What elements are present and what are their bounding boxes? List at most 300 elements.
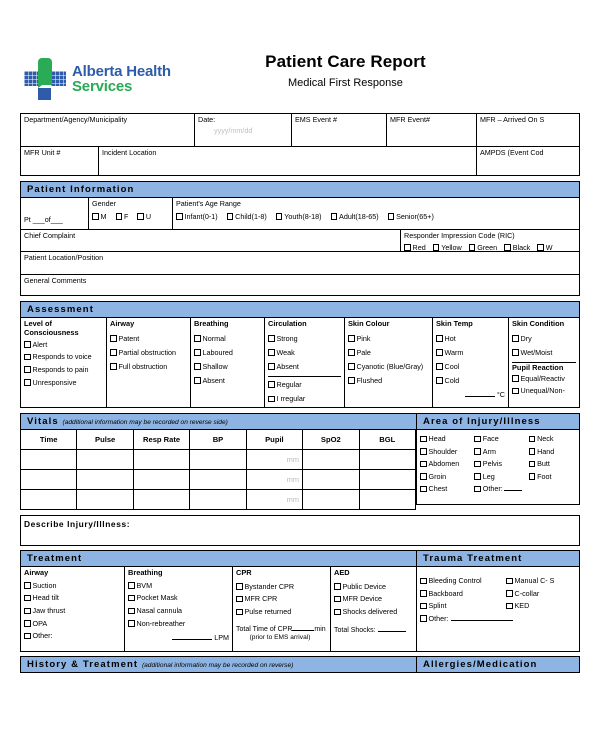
checkbox-icon[interactable] — [348, 377, 355, 384]
checkbox-icon[interactable] — [506, 603, 513, 610]
area-of-injury-options — [416, 429, 580, 505]
column-title: Skin Colour — [348, 319, 390, 328]
treatment-breathing-option-bvm[interactable] — [128, 580, 232, 593]
vitals-cell[interactable] — [77, 450, 133, 470]
vitals-col-bp: BP — [190, 430, 246, 450]
checkbox-icon[interactable] — [420, 603, 427, 610]
checkbox-icon[interactable] — [128, 620, 135, 627]
table-header-row — [21, 430, 416, 450]
option-label: Adult(18-65) — [339, 211, 379, 221]
option-label: Shallow — [202, 361, 228, 371]
checkbox-icon[interactable] — [24, 366, 31, 373]
field-label: MFR Unit # — [24, 148, 61, 157]
checkbox-icon[interactable] — [537, 244, 544, 251]
circulation-option-regular[interactable] — [268, 378, 344, 392]
total-shocks-label: Total Shocks: — [334, 626, 376, 634]
option-label: Neck — [537, 434, 554, 443]
airway-option-patent[interactable] — [110, 332, 190, 346]
page-title: Patient Care Report — [265, 52, 426, 71]
checkbox-icon[interactable] — [506, 590, 513, 597]
option-label: Abdomen — [428, 459, 460, 469]
treatment-airway-option-opa[interactable] — [24, 618, 124, 631]
option-label: Red — [412, 242, 426, 252]
option-label: Other: — [32, 631, 53, 641]
vitals-cell[interactable] — [21, 470, 77, 490]
general-comments-row — [20, 274, 580, 296]
field-general-comments[interactable] — [20, 274, 580, 296]
option-label: Other: — [428, 613, 449, 623]
checkbox-icon[interactable] — [24, 354, 31, 361]
field-ampds-event-code[interactable] — [476, 146, 580, 176]
column-title: Breathing — [128, 568, 163, 577]
checkbox-icon[interactable] — [529, 473, 536, 480]
header-fields-row-1 — [20, 113, 580, 146]
checkbox-icon[interactable] — [348, 335, 355, 342]
trauma-option-ked[interactable] — [506, 600, 579, 613]
field-label: Department/Agency/Municipality — [24, 115, 128, 124]
assessment-col-breathing — [190, 317, 264, 408]
field-ems-event[interactable] — [291, 113, 386, 146]
footer-band-row — [20, 656, 580, 673]
checkbox-icon[interactable] — [474, 473, 481, 480]
checkbox-icon[interactable] — [529, 461, 536, 468]
checkbox-icon[interactable] — [236, 609, 243, 616]
checkbox-icon[interactable] — [436, 335, 443, 342]
checkbox-icon[interactable] — [404, 244, 411, 251]
checkbox-icon[interactable] — [24, 608, 31, 615]
checkbox-icon[interactable] — [334, 596, 341, 603]
checkbox-icon[interactable] — [92, 213, 99, 220]
breathing-option-laboured[interactable] — [194, 346, 264, 360]
field-label: Chief Complaint — [24, 231, 76, 240]
checkbox-icon[interactable] — [420, 590, 427, 597]
gender-option-u[interactable] — [137, 212, 151, 221]
lpm-row[interactable] — [128, 632, 232, 642]
checkbox-icon[interactable] — [420, 436, 427, 443]
skin-temp-option-cold[interactable] — [436, 374, 508, 388]
vitals-cell[interactable] — [359, 450, 415, 470]
field-mfr-arrived-on-scene[interactable] — [476, 113, 580, 146]
checkbox-icon[interactable] — [420, 461, 427, 468]
age-option-child[interactable] — [227, 212, 267, 221]
trauma-option-c-collar[interactable] — [506, 588, 579, 601]
patient-info-row-1 — [20, 197, 580, 229]
section-band-allergies-medication: Allergies/Medication — [416, 656, 580, 673]
checkbox-icon[interactable] — [474, 461, 481, 468]
aed-total-shocks-row[interactable] — [334, 624, 416, 636]
checkbox-icon[interactable] — [116, 213, 123, 220]
form-sheet — [20, 30, 580, 702]
field-gender[interactable] — [88, 197, 172, 229]
treatment-col-aed — [330, 566, 416, 652]
loc-option-alert[interactable] — [24, 339, 106, 352]
field-mfr-unit[interactable] — [20, 146, 98, 176]
trauma-treatment-options — [416, 566, 580, 652]
injury-option-chest[interactable] — [420, 483, 474, 496]
aed-option-shocks-delivered[interactable] — [334, 606, 416, 619]
injury-option-leg[interactable] — [474, 471, 528, 484]
cpr-total-line[interactable] — [292, 623, 314, 631]
assessment-col-circulation — [264, 317, 344, 408]
column-title: AED — [334, 568, 350, 577]
trauma-option-other[interactable] — [420, 613, 506, 626]
vitals-col-bgl: BGL — [359, 430, 415, 450]
option-label: Hot — [444, 333, 456, 343]
circulation-option-irregular[interactable] — [268, 392, 344, 406]
pupil-option-equal-reactive[interactable] — [512, 373, 579, 386]
vitals-cell[interactable] — [133, 470, 189, 490]
trauma-other-line[interactable] — [451, 613, 513, 621]
option-label: Pelvis — [482, 459, 502, 469]
treatment-breathing-option-non-rebreather[interactable] — [128, 618, 232, 631]
skin-temp-option-warm[interactable] — [436, 346, 508, 360]
checkbox-icon[interactable] — [194, 335, 201, 342]
checkbox-icon[interactable] — [268, 396, 275, 403]
cpr-total-note: (prior to EMS arrival) — [249, 634, 311, 642]
injury-option-arm[interactable] — [474, 446, 528, 459]
cpr-total-unit: min — [314, 625, 326, 633]
checkbox-icon[interactable] — [504, 244, 511, 251]
circulation-option-absent[interactable] — [268, 360, 344, 374]
checkbox-icon[interactable] — [268, 349, 275, 356]
field-label: AMPDS (Event Cod — [480, 148, 544, 157]
section-band-vitals — [20, 413, 416, 429]
option-label: Yellow — [441, 242, 462, 252]
checkbox-icon[interactable] — [420, 615, 427, 622]
treatment-airway-option-head-tilt[interactable] — [24, 592, 124, 605]
injury-option-shoulder[interactable] — [420, 446, 474, 459]
checkbox-icon[interactable] — [474, 436, 481, 443]
field-patient-location-position[interactable] — [20, 251, 580, 274]
gender-option-m[interactable] — [92, 212, 107, 221]
option-label: Green — [477, 242, 498, 252]
treatment-airway-option-suction[interactable] — [24, 580, 124, 593]
injury-option-head[interactable] — [420, 433, 474, 446]
lpm-write-in-line[interactable] — [172, 632, 212, 640]
cpr-option-mfr[interactable] — [236, 593, 330, 606]
option-label: Pink — [356, 333, 371, 343]
field-label: Describe Injury/Illness: — [24, 519, 131, 529]
injury-option-hand[interactable] — [529, 446, 579, 459]
checkbox-icon[interactable] — [268, 363, 275, 370]
table-row — [21, 450, 416, 470]
checkbox-icon[interactable] — [433, 244, 440, 251]
injury-option-groin[interactable] — [420, 471, 474, 484]
logo-line-2: Services — [72, 78, 133, 95]
option-label: Full obstruction — [118, 361, 168, 371]
option-label: Pocket Mask — [136, 593, 178, 603]
skin-temp-unit: °C — [496, 390, 505, 399]
loc-option-responds-to-pain[interactable] — [24, 364, 106, 377]
breathing-option-shallow[interactable] — [194, 360, 264, 374]
option-label: Child(1-8) — [235, 211, 267, 221]
treatment-band-row — [20, 550, 580, 566]
vitals-cell-pupil[interactable]: mm — [246, 470, 302, 490]
vitals-injury-band-row — [20, 413, 580, 429]
total-shocks-line[interactable] — [378, 624, 406, 632]
checkbox-icon[interactable] — [512, 335, 519, 342]
assessment-col-level-of-consciousness — [20, 317, 106, 408]
checkbox-icon[interactable] — [529, 448, 536, 455]
vitals-cell[interactable] — [303, 450, 359, 470]
cpr-option-pulse-returned[interactable] — [236, 606, 330, 619]
checkbox-icon[interactable] — [529, 436, 536, 443]
injury-option-neck[interactable] — [529, 433, 579, 446]
checkbox-icon[interactable] — [334, 609, 341, 616]
vitals-cell[interactable] — [77, 470, 133, 490]
checkbox-icon[interactable] — [420, 486, 427, 493]
option-label: Splint — [428, 601, 447, 611]
vitals-col-pulse: Pulse — [77, 430, 133, 450]
logo-line-1: Alberta Health — [72, 62, 171, 80]
logo — [20, 30, 171, 100]
skin-temp-option-hot[interactable] — [436, 332, 508, 346]
vitals-cell[interactable] — [359, 470, 415, 490]
aed-option-mfr-device[interactable] — [334, 593, 416, 606]
checkbox-icon[interactable] — [24, 379, 31, 386]
injury-option-foot[interactable] — [529, 471, 579, 484]
checkbox-icon[interactable] — [348, 349, 355, 356]
skin-colour-option-cyanotic[interactable] — [348, 360, 432, 374]
vitals-col-time: Time — [21, 430, 77, 450]
circulation-option-weak[interactable] — [268, 346, 344, 360]
option-label: Suction — [32, 580, 57, 590]
option-label: Responds to voice — [32, 352, 92, 362]
trauma-option-bleeding-control[interactable] — [420, 575, 506, 588]
checkbox-icon[interactable] — [506, 578, 513, 585]
checkbox-icon[interactable] — [348, 363, 355, 370]
checkbox-icon[interactable] — [194, 363, 201, 370]
divider — [268, 376, 341, 377]
option-label: Absent — [276, 361, 299, 371]
trauma-option-manual-c-spine[interactable] — [506, 575, 579, 588]
field-label: Patient Location/Position — [24, 253, 104, 262]
vitals-cell[interactable] — [21, 450, 77, 470]
trauma-option-backboard[interactable] — [420, 588, 506, 601]
vitals-cell[interactable] — [190, 490, 246, 510]
option-label: Jaw thrust — [32, 606, 66, 616]
loc-option-unresponsive[interactable] — [24, 377, 106, 390]
treatment-breathing-option-pocket-mask[interactable] — [128, 592, 232, 605]
option-label: Backboard — [428, 588, 463, 598]
option-label: Weak — [276, 347, 295, 357]
checkbox-icon[interactable] — [474, 448, 481, 455]
age-option-infant[interactable] — [176, 212, 218, 221]
title-block — [171, 30, 580, 89]
option-label: Pulse returned — [244, 607, 292, 617]
vitals-cell[interactable] — [190, 470, 246, 490]
checkbox-icon[interactable] — [110, 335, 117, 342]
vitals-cell[interactable] — [133, 490, 189, 510]
vitals-cell[interactable] — [21, 490, 77, 510]
pupil-option-unequal-nonreactive[interactable] — [512, 385, 579, 398]
checkbox-icon[interactable] — [512, 375, 519, 382]
field-label: EMS Event # — [295, 115, 337, 124]
checkbox-icon[interactable] — [24, 620, 31, 627]
skin-colour-option-pink[interactable] — [348, 332, 432, 346]
field-age-range[interactable] — [172, 197, 580, 229]
option-label: Cool — [444, 361, 460, 371]
vitals-table-wrap — [20, 429, 416, 510]
age-option-youth[interactable] — [276, 212, 322, 221]
checkbox-icon[interactable] — [176, 213, 183, 220]
option-label: Responds to pain — [32, 364, 89, 374]
age-option-senior[interactable] — [388, 212, 434, 221]
skin-colour-option-pale[interactable] — [348, 346, 432, 360]
injury-option-other[interactable] — [474, 483, 528, 496]
injury-option-butt[interactable] — [529, 458, 579, 471]
field-label: MFR – Arrived On S — [480, 115, 545, 124]
field-label: Date: — [198, 115, 216, 124]
checkbox-icon[interactable] — [276, 213, 283, 220]
treatment-airway-option-other[interactable] — [24, 630, 124, 643]
option-label: Equal/Reactiv — [520, 373, 565, 383]
column-title-pupil-reaction: Pupil Reaction — [512, 362, 564, 372]
checkbox-icon[interactable] — [268, 335, 275, 342]
checkbox-icon[interactable] — [436, 349, 443, 356]
column-title: Level of Consciousness — [24, 319, 79, 337]
field-ric[interactable] — [400, 229, 580, 251]
injury-option-pelvis[interactable] — [474, 458, 528, 471]
injury-column-3 — [529, 433, 579, 496]
skin-temp-option-cool[interactable] — [436, 360, 508, 374]
column-title: Airway — [110, 319, 135, 328]
table-row — [21, 490, 416, 510]
lpm-unit: LPM — [214, 633, 229, 643]
age-option-adult[interactable] — [331, 212, 379, 221]
field-chief-complaint[interactable] — [20, 229, 400, 251]
trauma-option-splint[interactable] — [420, 600, 506, 613]
vitals-cell-pupil[interactable]: mm — [246, 450, 302, 470]
checkbox-icon[interactable] — [436, 377, 443, 384]
checkbox-icon[interactable] — [474, 486, 481, 493]
option-label: Absent — [202, 375, 225, 385]
skin-colour-option-flushed[interactable] — [348, 374, 432, 388]
checkbox-icon[interactable] — [268, 381, 275, 388]
skin-temp-value-row[interactable] — [436, 389, 508, 399]
band-label: Vitals — [27, 416, 59, 427]
checkbox-icon[interactable] — [420, 448, 427, 455]
field-mfr-event[interactable] — [386, 113, 476, 146]
checkbox-icon[interactable] — [469, 244, 476, 251]
checkbox-icon[interactable] — [388, 213, 395, 220]
field-describe-injury-illness[interactable] — [20, 515, 580, 546]
checkbox-icon[interactable] — [236, 583, 243, 590]
checkbox-icon[interactable] — [194, 349, 201, 356]
checkbox-icon[interactable] — [236, 596, 243, 603]
option-label: Groin — [428, 471, 447, 481]
checkbox-icon[interactable] — [420, 473, 427, 480]
checkbox-icon[interactable] — [24, 582, 31, 589]
vitals-cell-pupil[interactable]: mm — [246, 490, 302, 510]
checkbox-icon[interactable] — [128, 595, 135, 602]
option-label: Shoulder — [428, 446, 458, 456]
option-label: Head — [428, 434, 446, 443]
vitals-cell[interactable] — [133, 450, 189, 470]
checkbox-icon[interactable] — [110, 349, 117, 356]
option-label: Strong — [276, 333, 298, 343]
vitals-injury-row — [20, 429, 580, 510]
field-date[interactable] — [194, 113, 291, 146]
treatment-col-airway — [20, 566, 124, 652]
checkbox-icon[interactable] — [194, 377, 201, 384]
checkbox-icon[interactable] — [331, 213, 338, 220]
alberta-health-services-logo-icon — [24, 58, 66, 100]
checkbox-icon[interactable] — [128, 582, 135, 589]
airway-option-partial-obstruction[interactable] — [110, 346, 190, 360]
circulation-option-strong[interactable] — [268, 332, 344, 346]
checkbox-icon[interactable] — [137, 213, 144, 220]
skin-condition-option-wet-moist[interactable] — [512, 346, 579, 360]
checkbox-icon[interactable] — [128, 608, 135, 615]
checkbox-icon[interactable] — [334, 583, 341, 590]
checkbox-icon[interactable] — [420, 578, 427, 585]
option-label: Infant(0-1) — [184, 211, 218, 221]
describe-injury-row — [20, 515, 580, 546]
cpr-option-bystander[interactable] — [236, 581, 330, 594]
vitals-cell[interactable] — [303, 490, 359, 510]
loc-option-responds-to-voice[interactable] — [24, 351, 106, 364]
column-title: Airway — [24, 568, 49, 577]
option-label: Pale — [356, 347, 371, 357]
checkbox-icon[interactable] — [24, 633, 31, 640]
option-label: W — [545, 242, 553, 252]
checkbox-icon[interactable] — [110, 363, 117, 370]
assessment-col-airway — [106, 317, 190, 408]
checkbox-icon[interactable] — [436, 363, 443, 370]
option-label: Face — [482, 434, 499, 443]
table-row — [21, 470, 416, 490]
checkbox-icon[interactable] — [24, 341, 31, 348]
checkbox-icon[interactable] — [512, 349, 519, 356]
injury-other-line[interactable] — [504, 483, 522, 491]
vitals-cell[interactable] — [303, 470, 359, 490]
aed-option-public-device[interactable] — [334, 581, 416, 594]
option-label: I rregular — [276, 394, 306, 403]
vitals-cell[interactable] — [77, 490, 133, 510]
vitals-cell[interactable] — [359, 490, 415, 510]
skin-temp-write-in-line[interactable] — [465, 389, 495, 397]
treatment-breathing-option-nasal-cannula[interactable] — [128, 605, 232, 618]
option-label: Arm — [482, 446, 496, 456]
checkbox-icon[interactable] — [512, 388, 519, 395]
checkbox-icon[interactable] — [24, 595, 31, 602]
field-pt-of[interactable] — [20, 197, 88, 229]
option-label: Flushed — [356, 375, 383, 385]
cpr-total-time-row[interactable] — [236, 623, 330, 635]
vitals-col-resp-rate: Resp Rate — [133, 430, 189, 450]
section-band-patient-information: Patient Information — [20, 181, 580, 197]
gender-option-f[interactable] — [116, 212, 129, 221]
section-band-treatment: Treatment — [20, 550, 416, 566]
field-incident-location[interactable] — [98, 146, 476, 176]
band-note: (additional information may be recorded on reverse) — [141, 662, 294, 669]
breathing-option-normal[interactable] — [194, 332, 264, 346]
checkbox-icon[interactable] — [227, 213, 234, 220]
treatment-airway-option-jaw-thrust[interactable] — [24, 605, 124, 618]
vitals-cell[interactable] — [190, 450, 246, 470]
cpr-total-label: Total Time of CPR — [236, 625, 293, 633]
skin-condition-option-dry[interactable] — [512, 332, 579, 346]
airway-option-full-obstruction[interactable] — [110, 360, 190, 374]
injury-option-face[interactable] — [474, 433, 528, 446]
column-title: Breathing — [194, 319, 229, 328]
vitals-table — [20, 429, 416, 510]
injury-option-abdomen[interactable] — [420, 458, 474, 471]
field-department[interactable] — [20, 113, 194, 146]
breathing-option-absent[interactable] — [194, 374, 264, 388]
option-label: Shocks delivered — [342, 607, 398, 617]
